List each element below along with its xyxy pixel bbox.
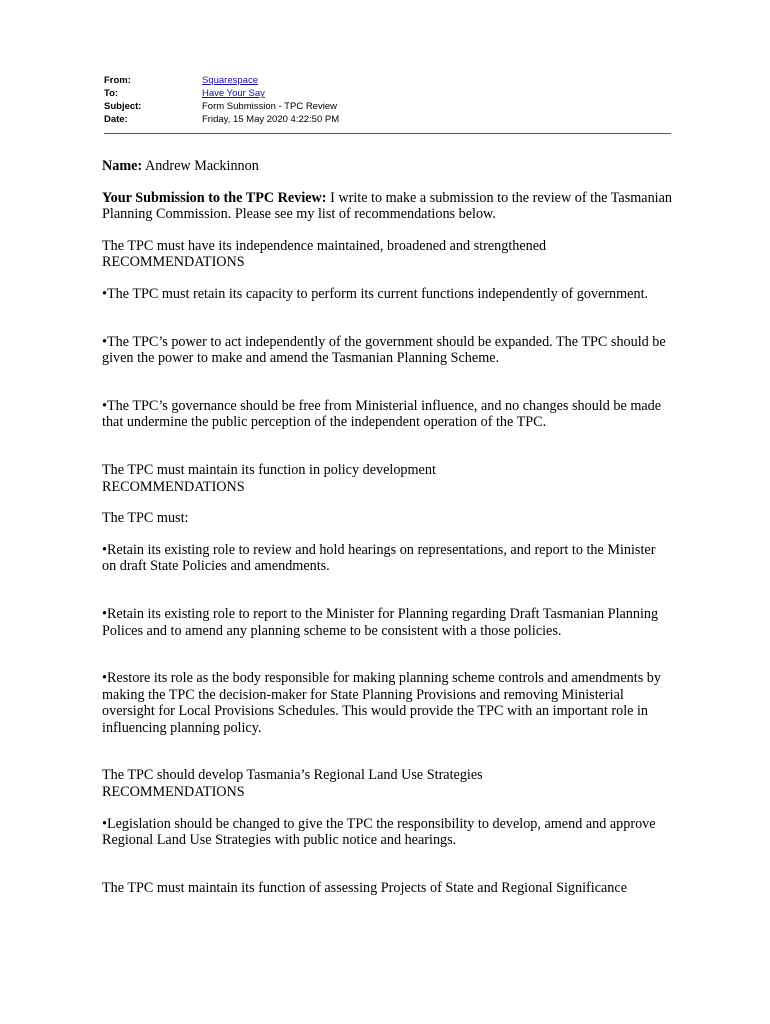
- name-line: [102, 158, 672, 175]
- section2-heading: The TPC must maintain its function in policy development: [102, 461, 436, 478]
- section2-point2: •Retain its existing role to report to the Minister for Planning regarding Draft Tasmanian Planning Polices and to amend any planning scheme to be consistent with a those policies.: [102, 605, 659, 639]
- section3-point1: •Legislation should be changed to give the TPC the responsibility to develop, amend and approve Regional Land Use Strategies with public notice and hearings.: [102, 815, 656, 849]
- email-header: [104, 74, 670, 126]
- date-label: Date:: [104, 114, 128, 125]
- section1-recommendations: RECOMMENDATIONS: [102, 254, 245, 271]
- email-body: [102, 158, 672, 896]
- section1-heading: The TPC must have its independence maintained, broadened and strengthened: [102, 237, 547, 254]
- to-label: To:: [104, 88, 119, 99]
- to-link[interactable]: Have Your Say: [202, 88, 265, 99]
- to-row: [104, 87, 670, 100]
- from-row: [104, 74, 670, 87]
- name-value: Andrew Mackinnon: [144, 158, 259, 174]
- header-divider: [104, 133, 671, 134]
- section1-point1: •The TPC must retain its capacity to perform its current functions independently of government.: [102, 285, 649, 302]
- section2-intro: The TPC must:: [102, 510, 189, 527]
- section1-point2: •The TPC’s power to act independently of the government should be expanded. The TPC should be given the power to make and amend the Tasmanian Planning Scheme.: [102, 333, 666, 367]
- date-row: [104, 113, 670, 126]
- section2-point1: •Retain its existing role to review and hold hearings on representations, and report to the Minister on draft State Policies and amendments.: [102, 541, 656, 575]
- name-label: Name:: [102, 158, 143, 174]
- section4-heading: The TPC must maintain its function of assessing Projects of State and Regional Significance: [102, 879, 627, 896]
- section2-recommendations: RECOMMENDATIONS: [102, 478, 245, 495]
- subject-value: Form Submission - TPC Review: [202, 101, 337, 112]
- submission-paragraph: [102, 190, 672, 223]
- from-label: From:: [104, 75, 131, 86]
- date-value: Friday, 15 May 2020 4:22:50 PM: [202, 114, 340, 125]
- submission-label: Your Submission to the TPC Review:: [102, 189, 327, 206]
- from-link[interactable]: Squarespace: [202, 75, 258, 86]
- section2-point3: •Restore its role as the body responsible for making planning scheme controls and amendments by making the TPC the decision-maker for State Planning Provisions and removing Ministerial oversight for Local Provisions Schedules. This would provide the TPC with an important role in influencing planning policy.: [102, 670, 661, 736]
- subject-label: Subject:: [104, 101, 142, 112]
- submission-text: I write to make a submission to the review of the Tasmanian Planning Commission. Please see my list of recommendations below.: [102, 189, 672, 223]
- section3-heading: The TPC should develop Tasmania’s Regional Land Use Strategies: [102, 767, 483, 784]
- section3-recommendations: RECOMMENDATIONS: [102, 784, 245, 801]
- section1-point3: •The TPC’s governance should be free from Ministerial influence, and no changes should be made that undermine the public perception of the independent operation of the TPC.: [102, 397, 662, 431]
- subject-row: [104, 100, 670, 113]
